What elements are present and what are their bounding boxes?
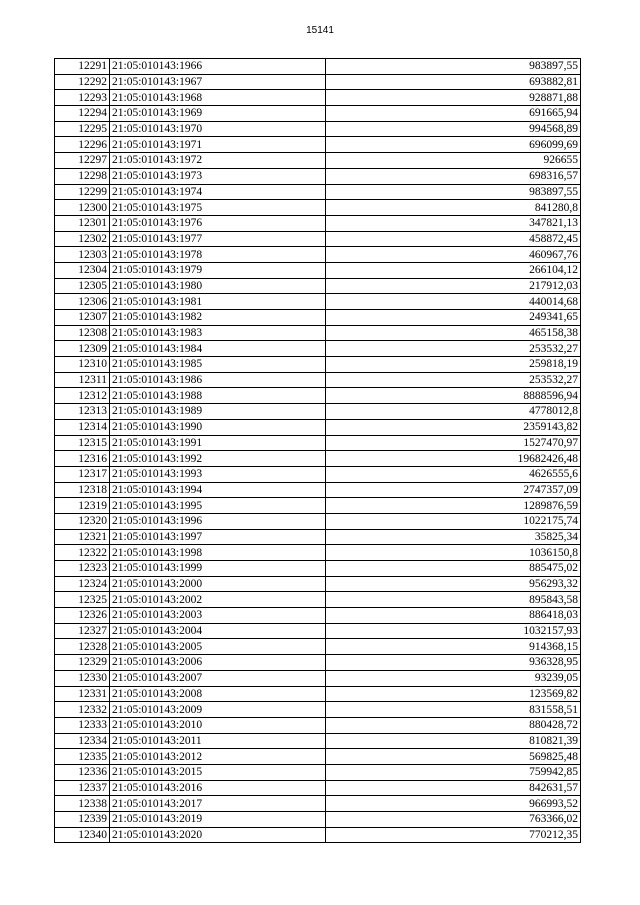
- value-cell: 123569,82: [326, 686, 581, 702]
- value-cell: 1036150,8: [326, 545, 581, 561]
- cadastral-number-cell: 21:05:010143:1999: [110, 561, 326, 577]
- table-row: [55, 325, 581, 341]
- table-row: [55, 733, 581, 749]
- row-number-cell: 12314: [55, 419, 110, 435]
- cadastral-number-cell: 21:05:010143:2011: [110, 733, 326, 749]
- cadastral-number-cell: 21:05:010143:2002: [110, 592, 326, 608]
- table-row: [55, 137, 581, 153]
- cadastral-number-cell: 21:05:010143:1968: [110, 90, 326, 106]
- row-number-cell: 12322: [55, 545, 110, 561]
- table-row: [55, 372, 581, 388]
- value-cell: 1289876,59: [326, 498, 581, 514]
- value-cell: 770212,35: [326, 827, 581, 843]
- value-cell: 8888596,94: [326, 388, 581, 404]
- cadastral-number-cell: 21:05:010143:2016: [110, 780, 326, 796]
- value-cell: 885475,02: [326, 561, 581, 577]
- table-row: [55, 780, 581, 796]
- cadastral-number-cell: 21:05:010143:1998: [110, 545, 326, 561]
- value-cell: 698316,57: [326, 168, 581, 184]
- table-row: [55, 639, 581, 655]
- value-cell: 895843,58: [326, 592, 581, 608]
- cadastral-number-cell: 21:05:010143:1986: [110, 372, 326, 388]
- row-number-cell: 12307: [55, 310, 110, 326]
- cadastral-number-cell: 21:05:010143:1973: [110, 168, 326, 184]
- table-row: [55, 262, 581, 278]
- table-row: [55, 686, 581, 702]
- value-cell: 928871,88: [326, 90, 581, 106]
- value-cell: 759942,85: [326, 764, 581, 780]
- value-cell: 259818,19: [326, 357, 581, 373]
- cadastral-number-cell: 21:05:010143:1996: [110, 513, 326, 529]
- value-cell: 696099,69: [326, 137, 581, 153]
- cadastral-number-cell: 21:05:010143:1979: [110, 262, 326, 278]
- cadastral-number-cell: 21:05:010143:2012: [110, 749, 326, 765]
- row-number-cell: 12297: [55, 153, 110, 169]
- value-cell: 983897,55: [326, 59, 581, 75]
- table-row: [55, 247, 581, 263]
- row-number-cell: 12333: [55, 717, 110, 733]
- table-row: [55, 215, 581, 231]
- value-cell: 1022175,74: [326, 513, 581, 529]
- cadastral-number-cell: 21:05:010143:1978: [110, 247, 326, 263]
- row-number-cell: 12301: [55, 215, 110, 231]
- cadastral-number-cell: 21:05:010143:1982: [110, 310, 326, 326]
- cadastral-number-cell: 21:05:010143:2004: [110, 623, 326, 639]
- value-cell: 983897,55: [326, 184, 581, 200]
- cadastral-number-cell: 21:05:010143:1997: [110, 529, 326, 545]
- row-number-cell: 12325: [55, 592, 110, 608]
- cadastral-number-cell: 21:05:010143:2000: [110, 576, 326, 592]
- value-cell: 347821,13: [326, 215, 581, 231]
- row-number-cell: 12308: [55, 325, 110, 341]
- table-row: [55, 451, 581, 467]
- table-row: [55, 702, 581, 718]
- row-number-cell: 12294: [55, 106, 110, 122]
- table-row: [55, 749, 581, 765]
- table-row: [55, 59, 581, 75]
- cadastral-number-cell: 21:05:010143:1990: [110, 419, 326, 435]
- table-row: [55, 153, 581, 169]
- cadastral-number-cell: 21:05:010143:1994: [110, 482, 326, 498]
- value-cell: 93239,05: [326, 670, 581, 686]
- value-cell: 810821,39: [326, 733, 581, 749]
- cadastral-number-cell: 21:05:010143:2005: [110, 639, 326, 655]
- row-number-cell: 12328: [55, 639, 110, 655]
- row-number-cell: 12323: [55, 561, 110, 577]
- row-number-cell: 12298: [55, 168, 110, 184]
- row-number-cell: 12311: [55, 372, 110, 388]
- cadastral-number-cell: 21:05:010143:1991: [110, 435, 326, 451]
- cadastral-number-cell: 21:05:010143:1992: [110, 451, 326, 467]
- table-row: [55, 121, 581, 137]
- cadastral-number-cell: 21:05:010143:2017: [110, 796, 326, 812]
- table-row: [55, 357, 581, 373]
- table-row: [55, 294, 581, 310]
- cadastral-number-cell: 21:05:010143:1972: [110, 153, 326, 169]
- table-row: [55, 670, 581, 686]
- row-number-cell: 12300: [55, 200, 110, 216]
- row-number-cell: 12330: [55, 670, 110, 686]
- value-cell: 266104,12: [326, 262, 581, 278]
- value-cell: 253532,27: [326, 372, 581, 388]
- value-cell: 19682426,48: [326, 451, 581, 467]
- table-body: [55, 59, 581, 843]
- row-number-cell: 12303: [55, 247, 110, 263]
- row-number-cell: 12310: [55, 357, 110, 373]
- row-number-cell: 12336: [55, 764, 110, 780]
- cadastral-number-cell: 21:05:010143:2008: [110, 686, 326, 702]
- cadastral-number-cell: 21:05:010143:2020: [110, 827, 326, 843]
- cadastral-number-cell: 21:05:010143:1974: [110, 184, 326, 200]
- cadastral-number-cell: 21:05:010143:1977: [110, 231, 326, 247]
- table-row: [55, 341, 581, 357]
- row-number-cell: 12299: [55, 184, 110, 200]
- value-cell: 569825,48: [326, 749, 581, 765]
- table-row: [55, 576, 581, 592]
- value-cell: 966993,52: [326, 796, 581, 812]
- value-cell: 842631,57: [326, 780, 581, 796]
- value-cell: 831558,51: [326, 702, 581, 718]
- cadastral-number-cell: 21:05:010143:1966: [110, 59, 326, 75]
- table-row: [55, 545, 581, 561]
- row-number-cell: 12319: [55, 498, 110, 514]
- row-number-cell: 12296: [55, 137, 110, 153]
- cadastral-number-cell: 21:05:010143:2007: [110, 670, 326, 686]
- table-row: [55, 513, 581, 529]
- value-cell: 956293,32: [326, 576, 581, 592]
- table-row: [55, 435, 581, 451]
- table-row: [55, 168, 581, 184]
- row-number-cell: 12312: [55, 388, 110, 404]
- value-cell: 693882,81: [326, 74, 581, 90]
- cadastral-number-cell: 21:05:010143:2006: [110, 655, 326, 671]
- value-cell: 936328,95: [326, 655, 581, 671]
- row-number-cell: 12340: [55, 827, 110, 843]
- row-number-cell: 12309: [55, 341, 110, 357]
- value-cell: 465158,38: [326, 325, 581, 341]
- cadastral-number-cell: 21:05:010143:2010: [110, 717, 326, 733]
- row-number-cell: 12313: [55, 404, 110, 420]
- value-cell: 440014,68: [326, 294, 581, 310]
- cadastral-number-cell: 21:05:010143:1975: [110, 200, 326, 216]
- value-cell: 691665,94: [326, 106, 581, 122]
- cadastral-number-cell: 21:05:010143:1971: [110, 137, 326, 153]
- row-number-cell: 12326: [55, 608, 110, 624]
- value-cell: 2359143,82: [326, 419, 581, 435]
- row-number-cell: 12302: [55, 231, 110, 247]
- table-row: [55, 106, 581, 122]
- table-row: [55, 717, 581, 733]
- cadastral-number-cell: 21:05:010143:2015: [110, 764, 326, 780]
- row-number-cell: 12331: [55, 686, 110, 702]
- cadastral-number-cell: 21:05:010143:1981: [110, 294, 326, 310]
- table-row: [55, 90, 581, 106]
- cadastral-number-cell: 21:05:010143:2009: [110, 702, 326, 718]
- cadastral-number-cell: 21:05:010143:1984: [110, 341, 326, 357]
- cadastral-number-cell: 21:05:010143:2019: [110, 812, 326, 828]
- row-number-cell: 12338: [55, 796, 110, 812]
- table-row: [55, 482, 581, 498]
- value-cell: 841280,8: [326, 200, 581, 216]
- row-number-cell: 12335: [55, 749, 110, 765]
- table-row: [55, 388, 581, 404]
- table-row: [55, 827, 581, 843]
- cadastral-number-cell: 21:05:010143:1969: [110, 106, 326, 122]
- cadastral-number-cell: 21:05:010143:1995: [110, 498, 326, 514]
- table-row: [55, 200, 581, 216]
- value-cell: 2747357,09: [326, 482, 581, 498]
- cadastral-number-cell: 21:05:010143:1988: [110, 388, 326, 404]
- table-row: [55, 466, 581, 482]
- value-cell: 880428,72: [326, 717, 581, 733]
- row-number-cell: 12291: [55, 59, 110, 75]
- row-number-cell: 12334: [55, 733, 110, 749]
- table-row: [55, 608, 581, 624]
- value-cell: 914368,15: [326, 639, 581, 655]
- value-cell: 1527470,97: [326, 435, 581, 451]
- row-number-cell: 12332: [55, 702, 110, 718]
- value-cell: 4778012,8: [326, 404, 581, 420]
- value-cell: 886418,03: [326, 608, 581, 624]
- cadastral-number-cell: 21:05:010143:1970: [110, 121, 326, 137]
- table-row: [55, 592, 581, 608]
- row-number-cell: 12339: [55, 812, 110, 828]
- cadastral-number-cell: 21:05:010143:1993: [110, 466, 326, 482]
- value-cell: 1032157,93: [326, 623, 581, 639]
- table-row: [55, 529, 581, 545]
- value-cell: 249341,65: [326, 310, 581, 326]
- cadastral-number-cell: 21:05:010143:1976: [110, 215, 326, 231]
- table-row: [55, 74, 581, 90]
- row-number-cell: 12321: [55, 529, 110, 545]
- row-number-cell: 12306: [55, 294, 110, 310]
- value-cell: 926655: [326, 153, 581, 169]
- row-number-cell: 12304: [55, 262, 110, 278]
- table-row: [55, 310, 581, 326]
- value-cell: 253532,27: [326, 341, 581, 357]
- table-row: [55, 655, 581, 671]
- cadastral-number-cell: 21:05:010143:2003: [110, 608, 326, 624]
- value-cell: 35825,34: [326, 529, 581, 545]
- cadastral-number-cell: 21:05:010143:1967: [110, 74, 326, 90]
- table-row: [55, 764, 581, 780]
- page-number: 15141: [306, 25, 334, 36]
- value-cell: 763366,02: [326, 812, 581, 828]
- value-cell: 458872,45: [326, 231, 581, 247]
- row-number-cell: 12320: [55, 513, 110, 529]
- table-row: [55, 278, 581, 294]
- value-cell: 4626555,6: [326, 466, 581, 482]
- row-number-cell: 12293: [55, 90, 110, 106]
- row-number-cell: 12324: [55, 576, 110, 592]
- records-table: [54, 58, 581, 843]
- cadastral-number-cell: 21:05:010143:1980: [110, 278, 326, 294]
- row-number-cell: 12317: [55, 466, 110, 482]
- table-row: [55, 623, 581, 639]
- cadastral-number-cell: 21:05:010143:1983: [110, 325, 326, 341]
- cadastral-number-cell: 21:05:010143:1985: [110, 357, 326, 373]
- row-number-cell: 12292: [55, 74, 110, 90]
- table-row: [55, 184, 581, 200]
- table-row: [55, 796, 581, 812]
- row-number-cell: 12337: [55, 780, 110, 796]
- row-number-cell: 12305: [55, 278, 110, 294]
- row-number-cell: 12295: [55, 121, 110, 137]
- table-row: [55, 561, 581, 577]
- table-row: [55, 404, 581, 420]
- value-cell: 217912,03: [326, 278, 581, 294]
- row-number-cell: 12329: [55, 655, 110, 671]
- table-row: [55, 419, 581, 435]
- row-number-cell: 12327: [55, 623, 110, 639]
- table-row: [55, 498, 581, 514]
- value-cell: 994568,89: [326, 121, 581, 137]
- cadastral-number-cell: 21:05:010143:1989: [110, 404, 326, 420]
- value-cell: 460967,76: [326, 247, 581, 263]
- row-number-cell: 12318: [55, 482, 110, 498]
- row-number-cell: 12315: [55, 435, 110, 451]
- table-row: [55, 231, 581, 247]
- table-row: [55, 812, 581, 828]
- row-number-cell: 12316: [55, 451, 110, 467]
